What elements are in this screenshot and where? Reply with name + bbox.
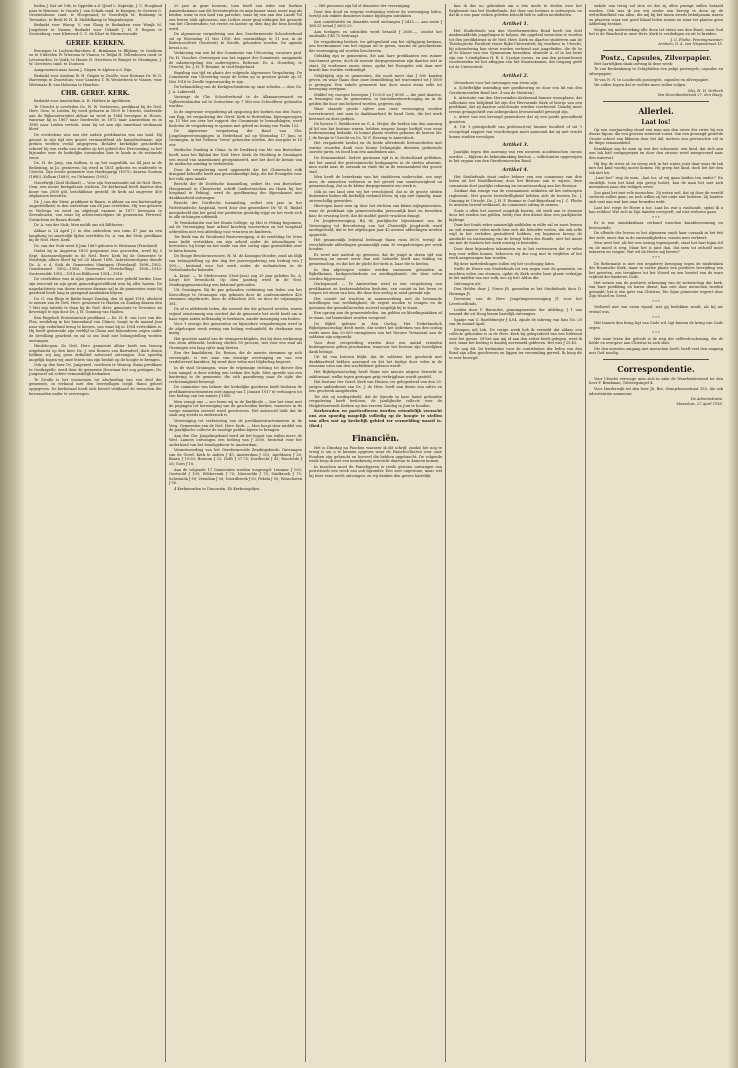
page-edge	[728, 0, 738, 1068]
article-paragraph: kan ik dus nu gebruiken om u iets mede te deelen over het Reglement van het Studiefonds, dat door ons bestuur is ontworpen, en dat ik u een paar weken geleden beloofd heb te zullen mededeelen.	[449, 4, 582, 18]
article-paragraph: Nu nog dit. De kwitanties voor de contributies der leden van den Bond zijn allen geschreven en liggen ter verzending gereed. Ik hoop dit te zeer bezorgd.	[449, 346, 582, 360]
article-paragraph: Een Engelsch Protestantsch predikant — Ds. H. R. van Leer van der Plas, zendeling in het binnenland van Chinee, hoopt in de maand Juni naar zijn vaderland terug te keeren, van waar hij in 1904 vertrokken is. Hij heeft gedurende zijn verblijf in China met bijzonderen zegen onder de bevolking gearbeid en zal in ons land met belangstelling worden ontvangen.	[29, 315, 162, 343]
column-divider-rule	[603, 359, 709, 360]
signature-line: Arnhem, G. A. van Nispenstraat 15.	[658, 42, 723, 47]
article-paragraph: De algemeene vergadering der Bond van Chr. Jongelingsvereenigingen in Nederland zal op Woensdag 17 Juni, te Groningen, in het Gebouw ‘Irene’ gehouden worden, des morgens te 10 uur.	[169, 129, 302, 147]
article-paragraph: Jaarlijks tegen den aanvang van een nieuwen academischen cursus worden — blijkens de bekendmaking hiertoe — sollicitanten opgeroepen in het orgaan van den Gereformeerden Bond.	[449, 150, 582, 164]
column-2	[166, 4, 306, 1062]
article-paragraph: Voor deze verspreiding werden door een aantal vrienden buitengewone giften geschonken, waarvoor het bestuur zijn hartelijken dank betuigt.	[309, 340, 442, 354]
article-paragraph: Te Utrecht is overleden Ds. W. W. Verhoeven, predikant bij de Ned. Herv. Gem. te Leiden, hij werd geboren in 1839 te Utrecht, studeerde aan de Rijksuniversiteit aldaar en werd in 1864 beroepen te Hoorn, vanwaar hij in 1867 naar Dordrecht, in 1872 naar Amsterdam en in 1885 naar Leiden vertrok, waar hij tot aan zijn emeritaat werkzaam bleef.	[29, 104, 162, 132]
article-paragraph: Het is Dinsdag na Paschen waaneer ik dit schrijf, zoodat het nog te vroeg is om u te kunnen opgeven waar de Paaschcollecten voor onze Fondsen zijn gebracht en hoeveel die hebben opgebracht. De volgende week hoop ik met een nauwkeurig overzicht daarvan te kunnen komen.	[309, 445, 442, 464]
article-paragraph: Men vraagt ons — zoo lezen wij in de Kerkbode — hoe het staat met de pogingen tot hereeniging van de gescheiden kerken, waarover in de vorige maanden zooveel werd geschreven. Het antwoord luidt dat de zaak nog steeds in onderzoek is.	[169, 399, 302, 418]
article-paragraph: Aangenomen naar Assen J. Gispen te Alphen a.d. Rijn.	[34, 68, 133, 73]
article-paragraph: Er is een onmiskenbaar verband tusschen karaktervorming en levenseinde.	[589, 221, 723, 230]
newspaper-columns	[26, 4, 728, 1062]
article-paragraph: Door den dood en wegens verhuizing verloor de vereeniging leden, terwijl ook enkele donateurs hunne bijdragen introkken.	[309, 9, 442, 19]
signature-line: De Administratie.	[690, 397, 723, 402]
article-paragraph: Verbreid niet van uwen vijand, wat gij bedekken zoudt, als hij uw vriend was.	[589, 305, 723, 314]
article-paragraph: — 586 personen zijn lid of donateur der vereeniging.	[314, 4, 411, 8]
article-paragraph: In den afgeloopen winter werden cursussen gehouden in Bijbelkennis, kerkgeschiedenis en zendingskunde, die door velen werden bijgewoond.	[309, 267, 442, 281]
article-paragraph: Het Studiefonds van den Gereformeerden Bond heeft ten doel minbemiddelde jongelingen te helpen, die opgeleid wenschen te worden tot den predikdienst in de Ned. Herv. Kerk en daartoe studeeren aan de Theologische Faculteit eener Rijks-Universiteit, bij voorkeur te Utrecht; bij uitzondering kan steun worden verleend aan jongelieden, die de 5e of 6e klasse van een Gymnasium bezoeken, alsmede A. of in het bezit zijn van 't eindiploma H. B. S. 5-jarige cursus, en aan den privaatlessen voorbereiden tot het afleggen van het Staatsexamen, dat toegang geeft tot de Universiteit.	[449, 28, 582, 70]
article-paragraph: Op een voorjaarsdag stond een man aan den oever der rivier bij een dwaze figuur, die een grooten waterval vormt. Van een gewaagd gestelde Groote schoot een bliksem door het dal, meteen een gewenschte val in de diepe eenzaamheid.	[589, 127, 723, 146]
article-paragraph: De Eenzaamheid. Sedert geruimen tijd is in Duitschland gebleken, dat het aantal der protestantsche kerkgangers in de steden afneemt; men zoekt naar de oorzaak en vindt die in de eenzaamheid der groote stad.	[309, 155, 442, 174]
article-paragraph: Leiden door P. Barendse, penningmeester der Afdeling, ƒ 1 van iemand die uit Hoog kwam hartelijk ontvangen.	[449, 307, 582, 317]
article-paragraph: Ook op den heer Ds. Jongeneel, voorheen te Wanroy, thans predikant te Oostkapelle, werd door de gemeente Hoornaar het oog geslagen; Ds. Jongeneel zal echter vermoedelijk bedanken.	[29, 363, 162, 377]
article-paragraph: Hindeloopen. De Ned. Herv. gemeente alhier heeft een beroep uitgebracht op den heer Ds. J. van Rossen van Barradeel, doch dezen hebben wij nog geen definitief antwoord ontvangen. Zoo spoedig mogelijk hopen wij onze lezers van zijn besluit op de hoogte te brengen.	[29, 344, 162, 362]
article-paragraph: Daar het fonds zeker aanzienlijk middelen in stilte zal en moet leenen en ook wanneer velen mede hier zich die behoefte voelen, dat ook zelfs wijd in het verleden gestudeerd hebben, wij beginnen hierop de aandacht en instemming van de bezigt leden des Bonds; niet het minst om met de fondsen het werk ernstig te besteden.	[449, 223, 582, 246]
article-heading: Artikel 2.	[502, 72, 529, 79]
section-heading: CHR. GEREF. KERK.	[61, 90, 130, 98]
article-paragraph: * * *	[652, 255, 660, 260]
column-1	[26, 4, 166, 1062]
article-paragraph: Voor Utrecht vervooge men zich in zake de Waarheidsvriend tot den heer F. Brinkman, Tolsteegsingel 4.	[589, 376, 723, 386]
article-paragraph: Te van N. N. te Loosbroek postzegels, capsules en zilverpapier.	[594, 77, 709, 82]
article-paragraph: Bericht der Dordtsche Inzameling, sedert een jaar in het Nederlandsche hospitaal, werd door den geneesheer Dr. W. H. Rinkel meegedeeld dat het getal der patiënten gestadig stijgt en het werk zich in alle richtingen uitbreidt.	[169, 201, 302, 220]
column-divider-rule	[603, 50, 709, 51]
article-paragraph: Het wezen van de positieve erkenning van de wetenschap der kerk, van hare prediking en haren dienst, kan niet door menschen worden gemaakt; het is een gave van Christus, Die Zijne gemeente regeert door Zijn Woord en Geest.	[589, 280, 723, 299]
article-paragraph: A. Kruyt. — Te Medevoorne (Oost-Java) zag 35 jaar geleden Ds. A. Kruyt het levenslicht. Op dien jaardag werd in de Ned. Zendingsgemeenschap een bidstond gehouden.	[169, 273, 302, 287]
editorial-notice: Kerkeraden en particulieren worden vriendelijk verzocht ons zoo spoedig mogelijk volledig op de hoogte te stellen van alles wat op kerkelijk gebied ter vermelding waard is. (Red.)	[309, 408, 442, 428]
article-paragraph: De vergadering besloot, ter gelegenheid van het vijftigjarig bestaan, een feestnummer van het orgaan uit te geven, waarin de geschiedenis der vereeniging zal worden beschreven.	[309, 39, 442, 53]
article-paragraph: Laat los! roept de Heere u toe. Laat los wat u vasthoudt, opdat Ik u kan redden! Wie zich in Zijn handen overgeeft, zal niet verloren gaan.	[589, 205, 723, 215]
article-paragraph: Spanje van C. Bardelmeijer ƒ 4,04, zijnde de inbreng van huis No. 20 van de maand April.	[449, 317, 582, 327]
article-paragraph: Een oproep aan de gemeenteleden, om gelden en kleedingstukken af te staan, zal binnenkort worden verspreid.	[309, 311, 442, 320]
article-paragraph: De overledene was een der oudste predikanten van ons land. Hij genoot in zijn tijd een groote vermaardheid als kanselredenaar; zijn preken werden veelal uitgegeven. Behalve kerkelijke geschriften schreef hij een reeks van studiën op het gebied der Hervorming, in het bijzonder over de kerkelijke toestanden hier te lande in de zestiende eeuw.	[29, 133, 162, 160]
article-paragraph: d. Uit 't getuigschrift van professor(en) hunner faculteit of uit 't overgelegd rapport van voorderingen moet aantoond dat zij met vrucht hunne studiën vervolgen.	[449, 125, 582, 139]
article-paragraph: Bericht der de Dordtsche Inzameling, sedert Mr. van Boetzelaer Hoogenraad in Chineesche schrift (ondertusschen nu thans bij het hospitaal te Peking), werd de goedkeuring der Bijeenkomst met dankbaarheid ontvangen.	[169, 182, 302, 200]
article-paragraph: Nadat hij in Augustus 1893 proponent was geworden, werd hij 5 Sept. daaraanvolgende in de Ned. Herv. Kerk bij de Gemeente te Nordwijk; alhier bleef hij tot 20 Maart 1898. Achtereenvolgens diende Ds. A. v. d. Stok de Gemeenten Mantgum (Friesland) 1898—1902, Goudswaard 1902—1906, Oosterend (Terschelling) 1906—1910, Oosterwolde 1910—1914 en Bilthoven 1914—1916.	[29, 249, 162, 276]
column-divider-rule	[603, 101, 709, 102]
article-paragraph: Mogen wij medewerking alle doen tot steun van den Bond, want God het is de Waarheid in onze Herv. Kerk te verdedigen en uit te breiden.	[589, 27, 723, 37]
article-paragraph: Krimpen a/d Lek. De vorige week heb ik vermeld dat aldaar een collecte gehouden is in de Herv. Kerk bij gelegenheid van een bidstond voor het gewas. Of het aan mij of aan den zetter heeft gelegen, weet ik niet, maar het bedrag is daarbij onvermeld gebleven. Het was ƒ 25.45.	[449, 327, 582, 346]
article-paragraph: Uit tal van brieven blijkt, dat de soldaten het geschenk met dankbaarheid hebben aanvaard en dat het boekje door velen in de eenzame uren van den wachtdienst gelezen wordt.	[309, 355, 442, 369]
article-paragraph: Ds. H. de Jong, van Kollum, is op het oogenblik, na 44 jaar in de bediening, in Ja. gestorven; hij werd in 1851 geboren en studeerde te Utrecht. Zijn eerste gemeente was Hardegarijp (1875), daarna Goutum (1880), Kollum (1889), en Uithuizen (1892).	[29, 161, 162, 179]
article-paragraph: Zoals u allen het zooveel mogelijk hooren, dit werk aan te steunen door het zenden van gelden, hetzij voor den dienst door een jaarlijksche bijdrage.	[449, 208, 582, 222]
signature-line: Van Hoornbeekstraat 27, den Haag.	[657, 93, 723, 98]
article-paragraph: De Hooge Beschermvrouwe, H. M. de Koningin-Moeder, zond als blijk van belangstelling op den dag der jaarvergadering een bedrag van ƒ 500.—, bestemd voor het werk onder de melaatschen in de Nederlandsche koloniën.	[169, 254, 302, 273]
signature-line: J. C. Fliehe, Penningmeester.	[670, 37, 723, 42]
article-paragraph: Gelijktijdig zijn er gemeenten, die nooit meer dan ƒ 600 konden geven, en waar thans door onze bemiddeling het tractement tot ƒ 1000 is gestegen. Een enkele gemeente kon door onzen steun zelfs tot beroeping overgaan.	[309, 73, 442, 92]
article-paragraph: Wat binnen den kring ligt van Gods wil, ligt binnen de kring van Gods zegen.	[589, 321, 723, 330]
article-paragraph: Tot slot zij medegedeeld, dat de Synode in hare laatst gehouden vergadering heeft besloten, de jaarlijksche collecte voor de Hulpbehoevende Kerken op den eersten Zondag in Juni te houden.	[309, 394, 442, 408]
article-paragraph: 4 Kerkenraden te Diaconiën, 40 Kerkvoogdijen.	[174, 486, 261, 491]
article-paragraph: Aan contributiën en donatiën werd ontvangen ƒ 2435.—, aan rente ƒ 168.25 totaal ƒ 2603.25.	[309, 19, 442, 29]
article-paragraph: „Laat los!” riep de man, „laat los, of wij gaan beiden ten onder!” En eindelijk, toen het kind zijn greep losliet, kon de man het met zich meenemen naar den veiligen oever.	[589, 176, 723, 190]
article-heading: Artikel 4.	[502, 166, 529, 173]
article-paragraph: * * *	[652, 331, 660, 336]
article-paragraph: Door deze bijzondere inkomsten en in het vertrouwen dat er velen nog voor willen komen, behoeven wij dus nog niet te twijfelen of het werk aangevangen kan worden.	[449, 246, 582, 261]
article-paragraph: De heeren C. Beekhoewe en G. A. Meijer, die beiden van den aanvang af lid van het bestuur waren, hebben wegens hooge leeftijd voor eene herbenoeming bedankt. In hunne plaats werden gekozen de heeren Mr. J. de Bruijn te Utrecht en Ds. W. F. Heering te Amersfoort.	[309, 122, 442, 140]
article-paragraph: Die den meesten omgang met menschen heeft, heeft veel den omgang met God noodig.	[589, 346, 723, 356]
article-paragraph: Gelukkig zijn er gemeenten, die aan hare predikanten een ruimer tractement geven; doch de meeste dorpsgemeenten zijn daartoe niet in staat. Zij verdienen onzen steun, opdat het Evangelie ook daar met kracht kan worden verkondigd.	[309, 54, 442, 73]
article-paragraph: Zoo gaat het met vele menschen. Zij weten wel, dat zij door de wereld verloren zullen gaan, en toch willen zij het oude niet loslaten. Zij houden zich vast aan wat hen naar beneden trekt.	[589, 190, 723, 204]
article-paragraph: Met hartelijken dank ontving ik deze week:	[594, 61, 674, 66]
article-paragraph: * * *	[652, 315, 660, 320]
column-3	[306, 4, 446, 1062]
article-paragraph: Aan toelagen en subsidiën werd betaald ƒ 2650.—, zoodat het eindsaldo ƒ 48.75 bedraagt.	[309, 29, 442, 39]
dateline: Maassluis, 27 April 1916.	[676, 401, 723, 406]
article-paragraph: Er werd met nadruk op gewezen, dat de jeugd in dezen tijd van beroering en onrust meer dan ooit behoefte heeft aan leiding en gemeenschap, en dat het de plicht der kerk is, haar die te bieden.	[309, 252, 442, 266]
article-paragraph: heden J. Kat uit Urk; te Oppelde a.d. IJssel L. Kapteijn; J. C. Hoogland naar te Renesse; te Vuurde J. van Schaik cand. te Kampen; te Gerwen G. Groenenboom cand. te Hoogezand; te Noordwijk M. Roskamp te Tervaalse; te Beek W. H. B. Middelkamp te Wagenborgen.	[29, 4, 162, 22]
article-paragraph: De behandeling van de Kerkgeschiedenis op onze scholen — door Ds. J. A. Lakerveld.	[169, 85, 302, 94]
article-paragraph: b. Attestatie van den Hervormden Kerkeraad hunner woonplaats, dat sollicitant een belijdend lid zijn der Hervormde Kerk of bewijs van een predikant, dat zij daartoe catechisatie werden voorbereid. Daarbij moet tevens getuigschrift van onbesproken levenswandel gevoegd zijn.	[449, 96, 582, 114]
article-paragraph: Ds. van der Stok werd 4 Juni 1869 geboren te Westzaan (Friesland).	[34, 243, 159, 248]
article-paragraph: Bedankt voor Amsterdam A. H. Hofstra te Apeldoorn.	[34, 99, 132, 104]
article-paragraph: Eensklaps zag de man op een der schoonste, een kind, dat zich aan een tak had vastgegrepen en door den stroom werd meegevoerd naar den waterval.	[589, 146, 723, 161]
article-paragraph: Verantwoording van het Gereformeerde Zendingsfonds: Ontvangen van de Geref. Kerk te Aalten ƒ 45; Amsterdam ƒ 312; Apeldoorn ƒ 28; Baarn ƒ 19.50; Bussum ƒ 22; Delft ƒ 37.75; Dordrecht ƒ 41; Enschede ƒ 26; Goes ƒ 18.	[169, 448, 302, 466]
article-paragraph: Ter Beek van de Woudsend Rustvereniging, is de zendeling De Vries naar Indië vertrokken om zijn arbeid onder de inboorlingen te hervatten; hij hoopt na het einde van den oorlog zijne gezinsleden over te laten komen.	[169, 235, 302, 253]
article-paragraph: In tusschen moet de Paaschgaven is reeds gewone ontvangen van postwissels een week van ouk bijzonder. Een zeer ongewone, maar wel bij twee eene reeds ontvangen, en wij danken den gevers hartelijk.	[309, 464, 442, 478]
column-4	[446, 4, 586, 1062]
article-paragraph: De af te afdelende leden, die zooveel der die gehoord werden, waren vrijwel eenstemmig van oordeel dat de gemeente het recht heeft om in haar eigen zaken zelfstandig te beslissen, zonder inmenging van buiten.	[169, 307, 302, 321]
article-paragraph: Het grootste aantal van de stemgerechtigden, dat bij deze verkiezing een stem uitbracht, bedroeg slechts 58 procent, wat voor een stad als Groningen een laag cijfer mag heeten.	[169, 336, 302, 350]
article-paragraph: Beroepen te Lochem-Barchem H. Brinkman te Blijham; te Oosthem en te Uitdeelen W. Wiersma te Vianen; te Tedjal H. Vollenhoven cand. te Leeuwarden; te Varik; te Haren N. Gerritsen te Bunger te Groningen; J. W. Gerritsen cand. te Doutoen.	[29, 48, 162, 67]
article-paragraph: a. Schriftelijke inzending met goedkeuring en door een lid van den Gereformeerden Bond (art. 4 van de Statuten).	[449, 86, 582, 95]
article-paragraph: Voor 't overige der gemeenten en bijzondere vergaderingen werd in de afgeloopen week weinig van belang verhandeld; de deelname was matig.	[169, 322, 302, 336]
article-paragraph: Verzoekers voor het ontvangen van steun zijn:	[454, 80, 539, 85]
article-paragraph: Door de vergadering werd opgemerkt dat het Chineesche volk dringend behoefte heeft aan geneeskundige hulp, die het Evangelie voor het volk open maakt.	[169, 167, 302, 181]
notice-heading: Postz., Capsules, Zilverpapier.	[600, 53, 712, 62]
article-paragraph: Ds. G. van Rhijn te Bathe hoopt Zondag, den 30 April 1916, afscheid te nemen van de Ned. Herv. gemeente te Haalen en Zondag daarna den 7 Mei zijn intrede te doen bij de Ned. Herv. gemeente te Deventer, na bevestigd te zijn door Ds. J. H. Gunning van Haalen.	[29, 296, 162, 315]
article-paragraph: Aldaar is 24 April j.l. in den ouderdom van ruim 47 jaar na een langdurig en smartelijk lijden overleden Ds. A. van der Stok, predikant bij de Ned. Herv. Kerk.	[29, 228, 162, 243]
article-paragraph: De Jeugdvereeniging. Bij de jaarlijksche bijeenkomst van de Vereeniging tot Bevordering van het Christelijk Jeugdwerk werd medegedeeld, dat in het afgeloopen jaar 42 nieuwe afdeelingen werden opgericht.	[309, 219, 442, 237]
article-paragraph: Te van Beckenkamp te Schiplüiden een pakje postzegels, capsules en zilverpapier;	[589, 67, 723, 77]
article-paragraph: De overledene was in zijne gemeenten een zeer geliefd herder. Door zijn eenvoud en zijn grote gemoedsgesteldheid won hij aller harten. De nagedachtenis van dezen trouwen dienaar zal in de gemeenten waar hij gearbeid heeft lang in gezegend aandenken blijven.	[29, 277, 162, 296]
article-paragraph: Deventer, van de Herv. Jongelingsvereeniging ƒ1 voor het Leerstoelfonds.	[449, 297, 582, 306]
article-paragraph: Het ware leven der geloofs is de weg der zelfverloochening, die de liefde en overgave aan Christus in zich sluit.	[589, 336, 723, 346]
article-paragraph: Vanwege de Chr. Schoolverbond te de Alkmaarsewaard en Vijfheerenlanden zal te Gorinchem op 7 Mei een Schoolfeest gehouden worden.	[169, 95, 302, 109]
article-paragraph: Ziedaar dan eenige van de voornaamste artikelen uit het ontworpen reglement. Met groote bereidwilligheid hebben zich de heeren Ds. J. Gunning te Utrecht, Ds. J. H. F. Remme te Oud-Beijerland en J. C. Fliehe te Arnhem bereid verklaard, de commissie zitting te nemen.	[449, 189, 582, 208]
article-paragraph: Medische Zending in China. In de Drukkerij van Mr. van Boetzelaer heeft, naar het Bijblad der Ned. Herv. Kerk, de Stichting te Groningen een avond van samenkomst georganiseerd, met het doel de kennis van de medische zending te verbreiden.	[169, 148, 302, 167]
article-heading: Artikel 1.	[502, 20, 529, 27]
section-heading: Correspondentie.	[617, 363, 695, 374]
article-paragraph: Dr. J. van der Meer, predikant te Baarn, is aldaar, na een kortstondige ongesteldheid, in den ouderdom van 64 jaar overleden. Hij was geboren te Wolvega en werd na afgelegd examen in 1877 beroepen te Zevenhuizen, van waar hij achtereenvolgens de gemeenten Ferwerd, Gorinchem en Baarn diende.	[29, 199, 162, 222]
section-heading: Allerlei.	[638, 105, 674, 116]
article-paragraph: Bedankt voor Wieng: V. van Vlaag te Bedanken voor Wanjk M. Jongeboer te Vianen; Bedankt voor Urkindt J. H. F. Regeus te Oostenburg; voor Kleiwerd C. C. de Kloet te Murmerwoude.	[29, 23, 162, 37]
article-paragraph: * * *	[652, 299, 660, 304]
article-paragraph: Ontvangen uit:	[454, 281, 482, 286]
article-heading: Artikel 3.	[502, 142, 529, 149]
article-paragraph: Het gezamenlijk ledental bedraagt thans ruim 8000, terwijl de verschillende afdeelingen gezamenlijk ruim 30 vergaderingen per week houden.	[309, 238, 442, 252]
article-paragraph: Middel wij voorgen beroepen ƒ 10.000 en ƒ 6000 — die juist daartoe, in leeningen van de gemeenten, in tractementsverhooging en in de gelden die door ons beheerd worden, gegeven zijn.	[309, 92, 442, 106]
article-paragraph: De algemeene vergadering van den Gereformeerde Schoolverbond zal op Woensdag 31 Mei 1916, des voormiddags te 11 uur, in de Buitensociëteit (Sociëteit) te Zwolle, gehouden worden. De agenda bevat o.m.:	[169, 32, 302, 50]
article-paragraph: Ook in ons land zien wij het verschijnsel, dat in de groote steden duizenden buiten elk kerkelijk verband leven; zij zijn niet vijandig, maar onverschillig geworden.	[309, 189, 442, 203]
article-paragraph: Men heeft de beteekenis van het stadsleven onderschat, zoo zegt men; de menschen verliezen er het gevoel van saamhoorigheid en gemeenschap, dat in de kleine dorpsgemeente zoo sterk is.	[309, 175, 442, 189]
article-paragraph: Men weet het: als het een weinig tegenspoedt, staat het hart bijna stil en de moed is weg. Maar het is juist dan, dat men tot zichzelf moet inkeeren en vragen: Wat wil de Heere mij leeren?	[589, 241, 723, 255]
article-paragraph: Het Bijbelgenootschap heeft thans een nieuwe uitgave bewerkt in zakformaat, welke tegen geringen prijs verkrijgbaar wordt gesteld.	[309, 370, 442, 379]
article-paragraph: Stelle de Heere ons Studiefonds tot een zegen voor de gemeente, en mochten velen ons steunen, opdat de Kerk weder bare plaats verkrijge in het midden van ons volk, zoo zij het! Aldus die.	[449, 267, 582, 281]
article-paragraph: Vereeniging tot verbetering van de predikantstractementen in de Verg. Gemeenten van de Ned. Herv. Kerk. — Men hoopt door middel van de jaarlijksche collecte de noodige gelden bijeen te brengen.	[169, 419, 302, 433]
article-paragraph: Bedankt voor Arnhem W. H. Gispen te Zwolle; voor Reitsma Dr. W. G. Harrewijn te Zwartsluis; voor Camstra T. W. Westerbeek te Vianen; voor Westmaas B. van Halsema te Haarlem.	[29, 73, 162, 87]
article-paragraph: Te Veenkoloniën van het Staats-College, op Mei te Peking begonnen, zal de Vereeniging haar arbeid krachtig voortzetten en het hospitaal uitbreiden met een afdeeling voor vrouwen en kinderen.	[169, 220, 302, 234]
article-paragraph: Voor Harderwijk tot den heer Jh. Bot, Oranjeboomstraat 155, die ook advertentiën aanneemt.	[589, 387, 723, 396]
article-paragraph: Aan de volgende 17 Gemeenten werden toegezegd: Lemmer ƒ 100; Oostwold ƒ 100; Wildervank ƒ 75; Nieuwolda ƒ 75; Zuidbroek ƒ 75; Scheemda ƒ 50; Veendam ƒ 50; Noordbroek ƒ 50; Pekela ƒ 50; Winschoten ƒ 50.	[169, 467, 303, 486]
book-spine-shadow	[0, 0, 24, 1068]
article-paragraph: Oorlogsnood. — Te Amsterdam werd in een vergadering van predikanten en kerkeraadsleden besloten, een comité in het leven te roepen tot steun van hen, die door den oorlog in nood geraakt zijn.	[309, 282, 442, 296]
article-paragraph: Dr. A. van der Stok; Men meldt ons uit Bilthoven:	[34, 223, 124, 228]
signature-line: Mej. H. H. Verheek	[688, 88, 723, 93]
article-paragraph: Aan den Chr. Jongelingsbond werd uit het legaat van wijlen mevr. de Wed. Lamers ontvangen een bedrag van ƒ 2000, bestemd voor het onderhoud van het bondsgebouw te Amsterdam.	[169, 433, 302, 447]
column-5	[586, 4, 726, 1062]
article-paragraph: Verkiezing van een lid der Commissie van Uitvoering, vacature prof. Dr. H. Visscher. Overwegen van het rapport der Commissie, aangaande de salarisregeling der onderwijzers. Referaat: Dr. A. Noordtzij, te Utrecht; Ds. J. H. F. Remme, te Oud-Beijerland.	[169, 51, 302, 70]
article-paragraph: Den Helder door J. Visser ƒ8, gezonden in het Studiefonds door D. Huizinga ƒ1.	[449, 287, 582, 296]
article-paragraph: Noordwijk (Zuid Holland) — Voor zijn leeraarsambt zal de Ned. Herv. Gem. een nieuw kerkgebouw stichten. De Kerkeraad heeft daartoe den bouw van 2000 gld. beschikbaar gesteld; de kerk zal ongeveer 400 zitplaatsen bevatten.	[29, 180, 162, 199]
article-paragraph: In de ongewone vergadering ad opsporing der boeken van den Voorz. van Egg. tot vergadering der Geref. Kerk te Rotterdam, bijeengeroepen op 15 Mei om over het rapport der Commissie te beraadslagen, werd besloten de vergadering te openen met gebed en lezing van Psalm 122.	[169, 110, 302, 128]
article-paragraph: Hij liep de rivier af, en wierp zich in het water, juist daar waar de tak met het kind voorbij moest komen. Hij greep het kind, doch het liet den tak niet los.	[589, 161, 723, 175]
article-paragraph: Bepaling van tijd en plaats der volgende Algemeene Vergadering. De Commissie van Uitvoering roept de leden op in grooten getale op 31 Mei 1916 te Zwolle tegenwoordig te zijn.	[169, 70, 302, 84]
article-paragraph: Het vergaderde besluit en de beide aftredende bestuursleden met warme woorden dank voor hunne belangrijke diensten gedurende zoovele jaren, en bood hun een aandenken aan.	[309, 141, 442, 155]
article-paragraph: Het Studiefonds staat onder beheer van een commissie van drie leden uit het Hoofdbestuur, door het Bestuur aan te wijzen; deze commissie doet jaarlijks rekening en verantwoording aan het Bestuur.	[449, 174, 582, 188]
article-paragraph: Te Zwolle is het voornemen tot afscheiding van een deel der gemeente, in verband met den leerstelligen strijd, thans geheel opgegeven. De kerkeraad heeft zich bereid verklaard de wenschen der bezwaarden nader te overwegen.	[29, 377, 162, 396]
article-paragraph: c. Attest van een bevoegd geneesheer dat zij een goede gezondheid genieten.	[449, 115, 582, 124]
article-paragraph: Waar staande groote cijfers aan onze vereeniging worden toevertrouwd, ziet men in dankbaarheid de hand Gods, die het werk bestuurt en doet gedijen.	[309, 107, 442, 121]
article-paragraph: De commissie van beheer der kerkelijke goederen heeft besloten de predikantstractementen met ingang van 1 Januari 1917 te verhoogen tot een bedrag van ten minste ƒ 1800.	[169, 385, 302, 399]
article-paragraph: De ellende der levens in het algemeen vindt haar oorzaak in het feit der ziele, meer dan in de omstandigheden, waarin men verkeert.	[589, 231, 723, 240]
article-paragraph: In de stad Groningen, waar de vrijzinnige richting tot dusver den toon aangaf, is deze uitslag een teeken des tijds. Men spreekt van een kentering in de gemeente, die zich gaandeweg naar de zijde der rechtzinnigheid beweegt.	[169, 366, 302, 384]
article-paragraph: 20 jaar in gean bouwen; toen heeft een ieder een boeken Amsterdammer aan dit Deventerplein en mijn kamer staat, meer nog als beiden, waar in een land van parochie, waar hij een aan den Lande Tol een leeren stuk opbouwen; aan Luther, meer ging uitdagen het gezonde van het Christendom; tot eerste en laatste op dien dag die hem heerlijk werd.	[169, 4, 302, 31]
article-paragraph: Het bestuur der Geref. Kerk van Huizen, ter gelegenheid van den 25-jarigen ambtsdienst van Ds. J. de Heer, heeft aan dezen een adres en een geschenk aangeboden.	[309, 380, 442, 394]
section-heading: GEREF. KERKEN.	[66, 39, 125, 47]
article-paragraph: Bij deze mededeelingen zullen wij het voorloopig laten.	[454, 261, 556, 266]
section-heading: Financiën.	[351, 432, 400, 443]
section-heading: Laat los!	[641, 118, 671, 126]
article-paragraph: De Reformatie is niet een negatieve beweging tegen de misbruiken der Roomsche Kerk, maar in eerste plaats een positieve bevrijding van het geweten, een terugkeer tot het Woord en een herstel van de ware vrijheid der kinderen Gods.	[589, 261, 723, 280]
article-paragraph: Hiertegen komt men op door het stichten van kleine wijkgemeenten, waar de predikant zijn gemeenteleden persoonlijk kent en bezoeken kan; de ervaring leert, dat dit middel goede vruchten draagt.	[309, 204, 442, 218]
article-paragraph: De Bijbel gelezen in den Oorlog. Het Nederlandsch Bijbelgenootschap deelt mede, dat sedert het uitbreken van den oorlog reeds meer dan 20.000 exemplaren van het Nieuwe Testament aan de soldaten zijn uitgereikt.	[309, 321, 442, 340]
article-paragraph: Een der kandidaten, Ds. Bruins, die de meeste stemmen op zich vereenigde, is een man van ernstige overtuiging en van een vredelievend karakter; hij werd door velen met blijdschap begroet.	[169, 351, 302, 365]
article-paragraph: Het comité zal trachten in samenwerking met de bestaande instellingen van weldadigheid, de ergste nooden te lenigen en de gezinnen der gemobiliseerden zooveel mogelijk bij te staan.	[309, 296, 442, 310]
article-paragraph: enkele van terug zal zien en dat zij allen prompt zullen betaald worden. Ook was ik zoo vrij weder een beroep te doen op de welwillendheid van allen, die mij bij het innen steeds behulpzaam waren en plaatsen waar een goed lokaal leden wonen en waar ter plaatse geen Afdeeling bestaat.	[589, 4, 723, 27]
article-paragraph: Uit Groningen. Bij de pas gehouden verkiezing van leden van het Kiescollege te Groningen zijn gekozen door de confessioneelen 420 stemmen uitgebracht, door de ethischen 308, en door de vrijzinnigen 181.	[169, 288, 302, 306]
article-paragraph: We zullen hopen dat er weldra meer zullen volgen.	[594, 83, 687, 88]
article-paragraph: * * *	[652, 215, 660, 220]
